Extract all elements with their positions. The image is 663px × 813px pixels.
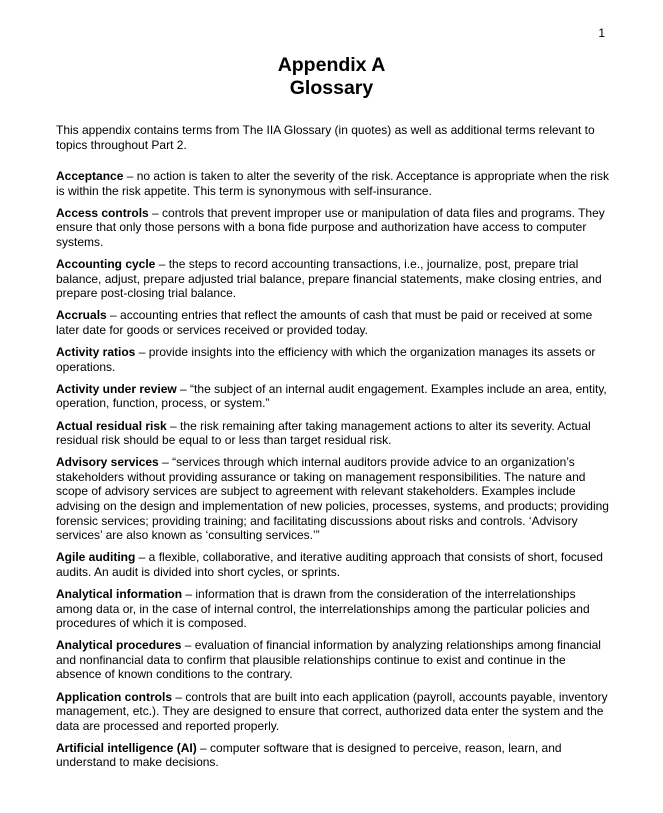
- glossary-term: Analytical procedures: [56, 638, 182, 653]
- title-line-appendix: Appendix A: [277, 54, 386, 76]
- intro-paragraph: This appendix contains terms from The IIA Glossary (in quotes) as well as additional terms relevant to topics throughout Part 2.: [56, 123, 595, 152]
- page-number: 1: [598, 26, 605, 40]
- glossary-definition: – evaluation of financial information by analyzing relationships among financial and nonfinancial data to confirm that plausible relationships continue to exist and continue in the absence of known conditions to the contrary.: [56, 638, 601, 682]
- glossary-term: Agile auditing: [56, 550, 136, 565]
- glossary-term: Accruals: [56, 308, 107, 323]
- glossary-entry: [56, 169, 612, 198]
- glossary-entry: [56, 382, 612, 411]
- glossary-definition: – provide insights into the efficiency with which the organization manages its assets or operations.: [56, 345, 596, 374]
- glossary-definition: – a flexible, collaborative, and iterative auditing approach that consists of short, focused audits. An audit is divided into short cycles, or sprints.: [56, 550, 603, 579]
- glossary-entries: [56, 169, 612, 770]
- glossary-entry: [56, 345, 612, 374]
- glossary-definition: – the risk remaining after taking management actions to alter its severity. Actual residual risk should be equal to or less than target residual risk.: [56, 418, 591, 448]
- glossary-definition: – “services through which internal auditors provide advice to an organization’s stakeholders without providing assurance or taking on management responsibilities. The nature and scope of advisory services are subject to agreement with relevant stakeholders. Examples include advising on the design and implementation of new policies, processes, systems, and products; providing forensic services; providing training; and facilitating discussions about risks and controls. ‘Advisory services’ are also known as ‘consulting services.’”: [56, 455, 609, 543]
- glossary-definition: – information that is drawn from the consideration of the interrelationships among data or, in the case of internal control, the interrelationships among the particular policies and procedures of which it is composed.: [56, 586, 590, 631]
- glossary-term: Advisory services: [56, 455, 159, 470]
- glossary-definition: – “the subject of an internal audit engagement. Examples include an area, entity, operation, function, process, or system.”: [56, 381, 607, 411]
- glossary-entry: [56, 690, 612, 734]
- glossary-entry: [56, 587, 612, 631]
- glossary-definition: – controls that prevent improper use or manipulation of data files and programs. They ensure that only those persons with a bona fide purpose and authorization have access to computer systems.: [56, 205, 605, 250]
- glossary-definition: – accounting entries that reflect the amounts of cash that must be paid or received at some later date for goods or services received or provided today.: [56, 308, 593, 338]
- glossary-term: Access controls: [56, 205, 149, 220]
- glossary-definition: – controls that are built into each application (payroll, accounts payable, inventory management, etc.). They are designed to ensure that correct, authorized data enter the system and the data are processed and reported properly.: [56, 689, 608, 733]
- glossary-definition: – no action is taken to alter the severity of the risk. Acceptance is appropriate when the risk is within the risk appetite. This term is synonymous with self-insurance.: [56, 169, 609, 198]
- glossary-entry: [56, 455, 612, 543]
- title-line-glossary: Glossary: [289, 77, 374, 99]
- glossary-content: [56, 123, 612, 777]
- glossary-entry: [56, 741, 612, 770]
- glossary-entry: [56, 257, 612, 301]
- glossary-entry: [56, 308, 612, 337]
- glossary-term: Artificial intelligence (AI): [56, 740, 197, 755]
- glossary-term: Actual residual risk: [56, 418, 167, 433]
- glossary-term: Analytical information: [56, 586, 183, 601]
- glossary-entry: [56, 638, 612, 682]
- glossary-definition: – the steps to record accounting transactions, i.e., journalize, post, prepare trial balance, adjust, prepare adjusted trial balance, prepare financial statements, make closing entries, and prepare post-closing trial balance.: [56, 257, 602, 301]
- glossary-entry: [56, 550, 612, 579]
- glossary-term: Acceptance: [56, 169, 124, 184]
- glossary-term: Activity ratios: [56, 345, 136, 360]
- glossary-term: Activity under review: [56, 381, 177, 396]
- glossary-definition: – computer software that is designed to perceive, reason, learn, and understand to make decisions.: [56, 740, 562, 770]
- glossary-entry: [56, 206, 612, 250]
- glossary-term: Application controls: [56, 689, 173, 704]
- glossary-term: Accounting cycle: [56, 257, 156, 272]
- page-title: [0, 54, 663, 100]
- glossary-entry: [56, 419, 612, 448]
